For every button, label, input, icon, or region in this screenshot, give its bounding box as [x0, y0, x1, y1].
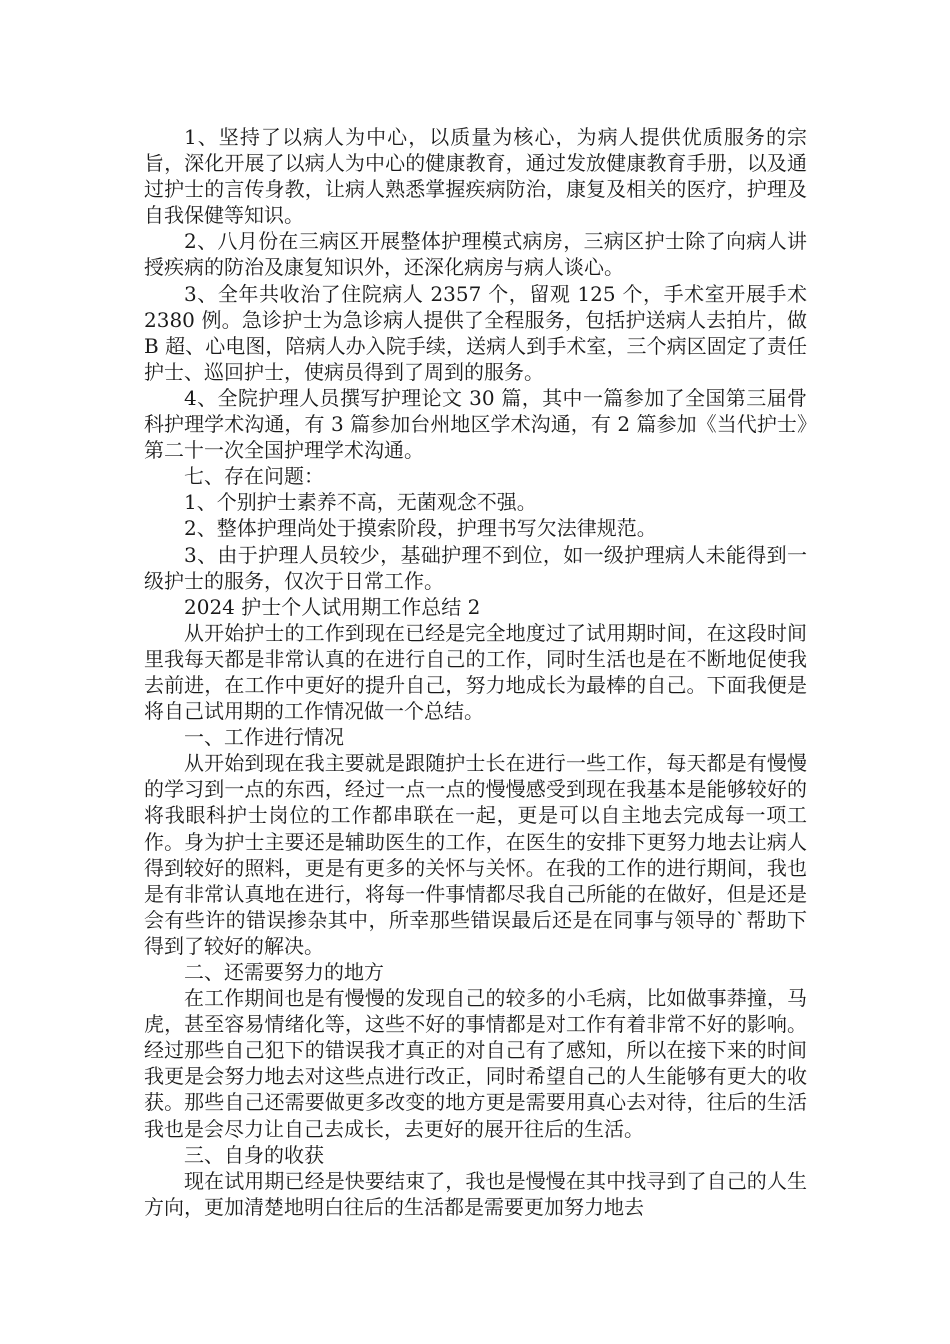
section-heading-issues: 七、存在问题：: [184, 464, 324, 489]
paragraph-issue-3: 3、由于护理人员较少，基础护理不到位，如一级护理病人未能得到一级护士的服务，仅次于日常工作。: [144, 542, 807, 593]
paragraph-intro: 从开始护士的工作到现在已经是完全地度过了试用期时间，在这段时间里我每天都是非常认真的在进行自己的工作，同时生活也是在不断地促使我去前进，在工作中更好的提升自己，努力地成长为最棒的自己。下面我便是将自己试用期的工作情况做一个总结。: [144, 620, 807, 724]
document-body: [144, 124, 807, 1220]
section-heading-improve: 二、还需要努力的地方: [184, 960, 384, 984]
section-heading-gains: 三、自身的收获: [184, 1142, 324, 1167]
paragraph-issue-1: 1、个别护士素养不高，无菌观念不强。: [184, 490, 537, 515]
section-title-summary-2: 2024 护士个人试用期工作总结 2: [184, 594, 481, 619]
paragraph-4: 4、全院护理人员撰写护理论文 30 篇，其中一篇参加了全国第三届骨科护理学术沟通，有 3 篇参加台州地区学术沟通，有 2 篇参加《当代护士》第二十一次全国护理学术沟通。: [144, 385, 807, 463]
paragraph-2: 2、八月份在三病区开展整体护理模式病房，三病区护士除了向病人讲授疾病的防治及康复知识外，还深化病房与病人谈心。: [144, 229, 807, 280]
paragraph-gains: 现在试用期已经是快要结束了，我也是慢慢在其中找寻到了自己的人生方向，更加清楚地明白往后的生活都是需要更加努力地去: [144, 1168, 807, 1219]
paragraph-improve: 在工作期间也是有慢慢的发现自己的较多的小毛病，比如做事莽撞，马虎，甚至容易情绪化等，这些不好的事情都是对工作有着非常不好的影响。经过那些自己犯下的错误我才真正的对自己有了感知，所以在接下来的时间我更是会努力地去对这些点进行改正，同时希望自己的人生能够有更大的收获。那些自己还需要做更多改变的地方更是需要用真心去对待，往后的生活我也是会尽力让自己去成长，去更好的展开往后的生活。: [144, 986, 807, 1141]
paragraph-issue-2: 2、整体护理尚处于摸索阶段，护理书写欠法律规范。: [184, 516, 657, 541]
section-heading-work: 一、工作进行情况: [184, 725, 344, 750]
paragraph-work: 从开始到现在我主要就是跟随护士长在进行一些工作，每天都是有慢慢的学习到一点的东西，经过一点一点的慢慢感受到现在我基本是能够较好的将我眼科护士岗位的工作都串联在一起，更是可以自主地去完成每一项工作。身为护士主要还是辅助医生的工作，在医生的安排下更努力地去让病人得到较好的照料，更是有更多的关怀与关怀。在我的工作的进行期间，我也是有非常认真地在进行，将每一件事情都尽我自己所能的在做好，但是还是会有些许的错误掺杂其中，所幸那些错误最后还是在同事与领导的`帮助下得到了较好的解决。: [144, 751, 807, 958]
paragraph-3: 3、全年共收治了住院病人 2357 个，留观 125 个，手术室开展手术 2380 例。急诊护士为急诊病人提供了全程服务，包括护送病人去拍片，做 B 超、心电图，陪病人办入院手续，送病人到手术室，三个病区固定了责任护士、巡回护士，使病员得到了周到的服务。: [144, 281, 807, 384]
paragraph-1: 1、坚持了以病人为中心，以质量为核心，为病人提供优质服务的宗旨，深化开展了以病人为中心的健康教育，通过发放健康教育手册，以及通过护士的言传身教，让病人熟悉掌握疾病防治，康复及相关的医疗，护理及自我保健等知识。: [144, 125, 807, 228]
